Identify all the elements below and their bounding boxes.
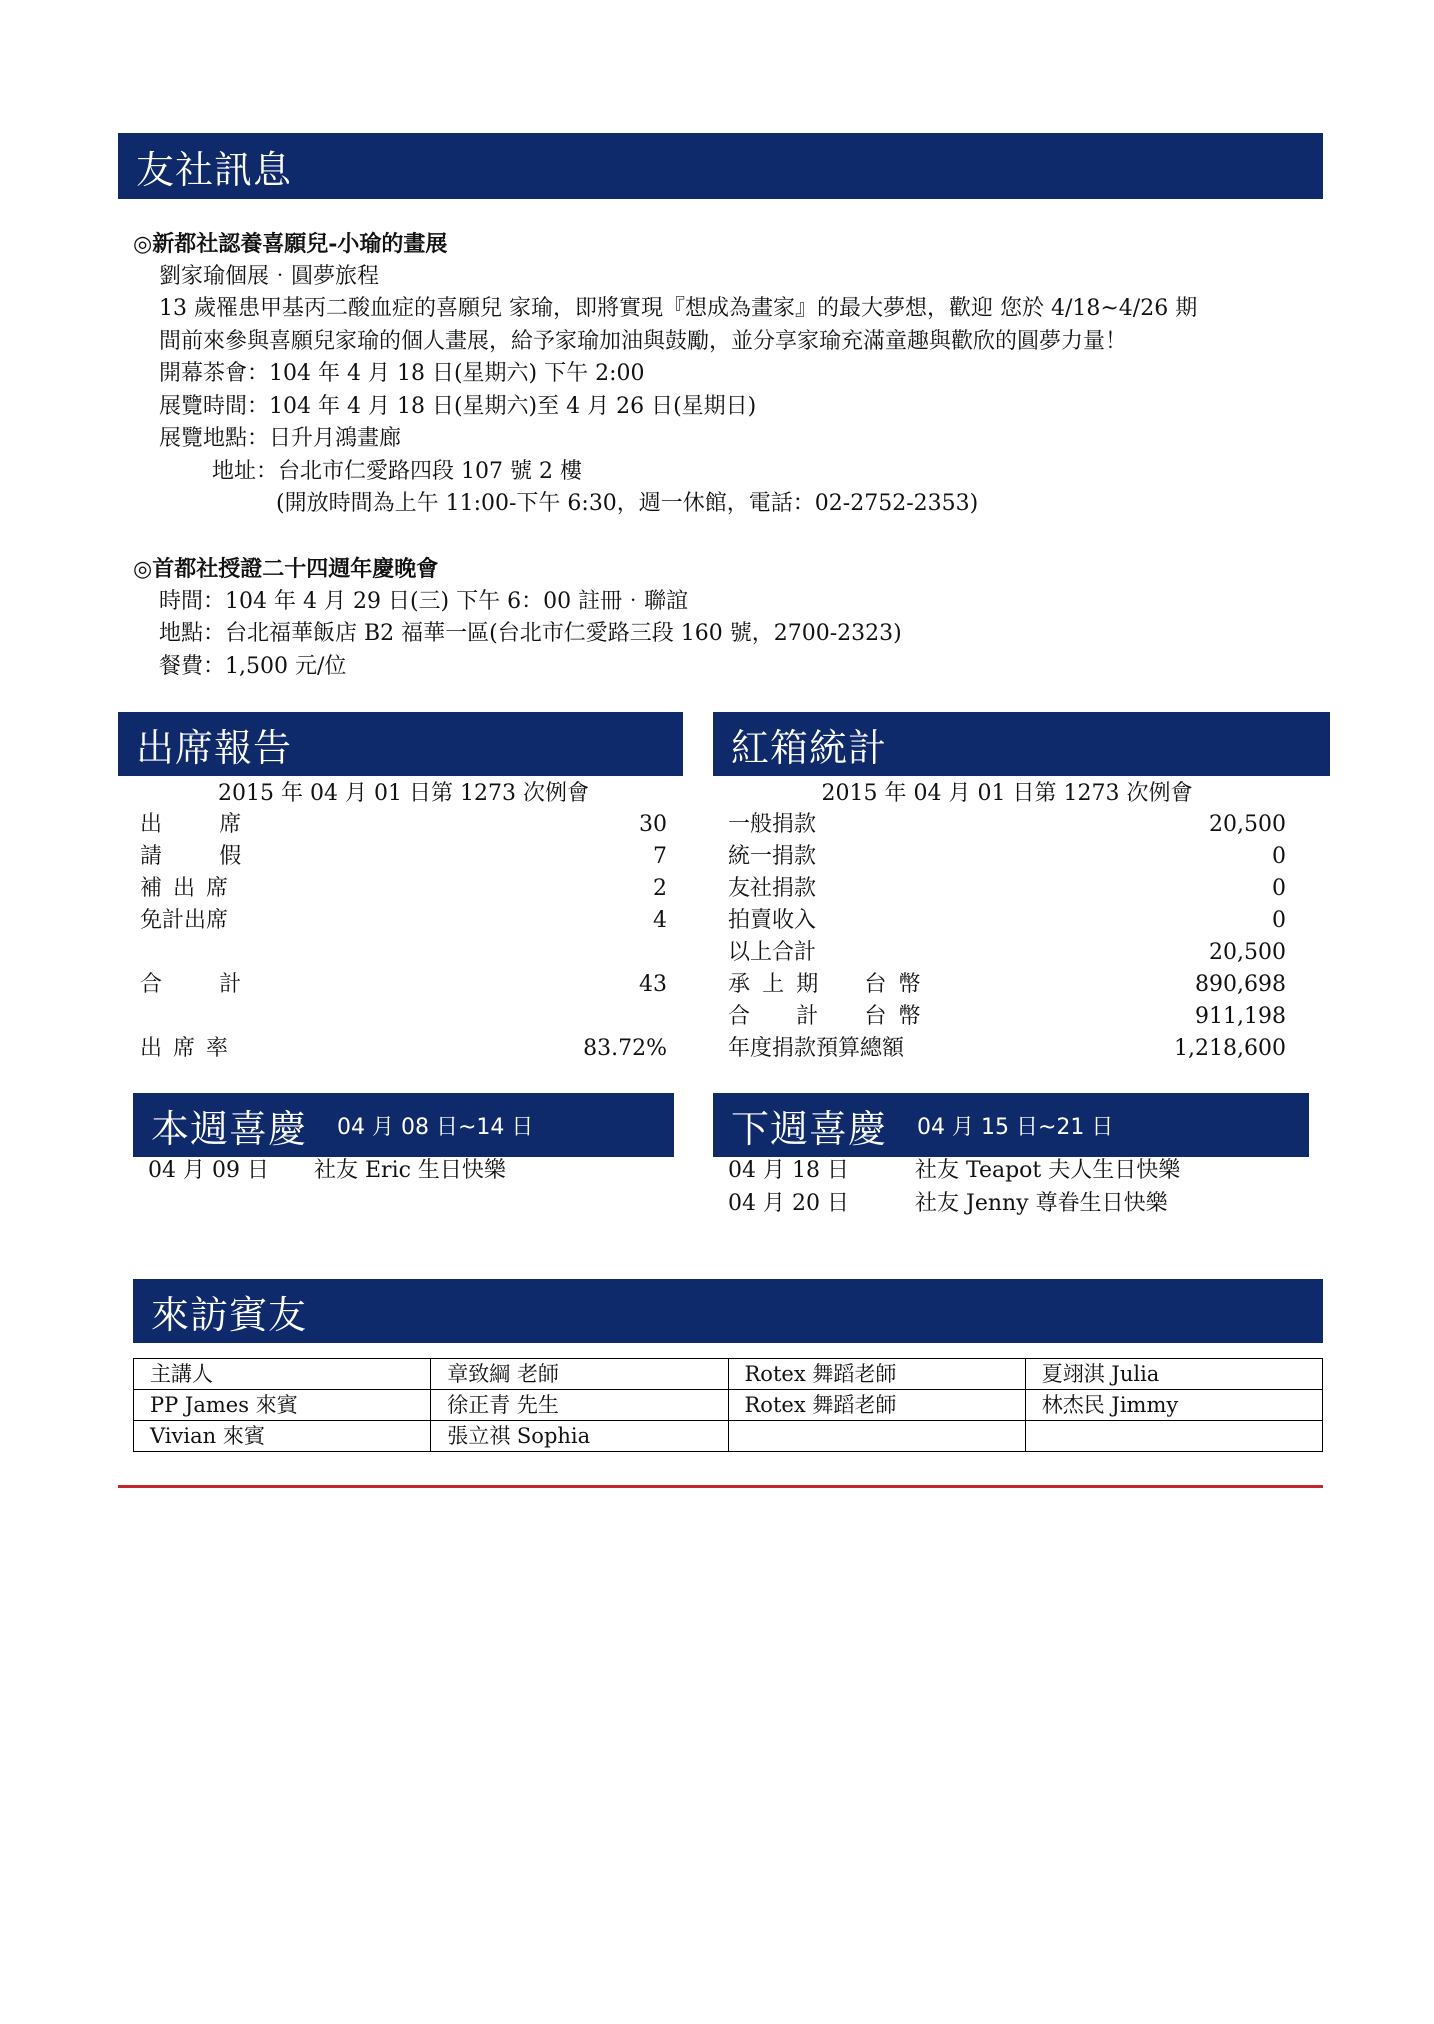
section-header-next-week (713, 1093, 1309, 1157)
list-item: 04 月 18 日 社友 Teapot 夫人生日快樂 (728, 1158, 1181, 1183)
table-cell (1025, 1421, 1322, 1452)
table-cell: 夏翊淇 Julia (1025, 1359, 1322, 1390)
friend-club-item-1 (133, 228, 1333, 521)
item-line: 餐費：1,500 元/位 (159, 653, 347, 679)
item-line: 13 歲罹患甲基丙二酸血症的喜願兒 家瑜，即將實現『想成為畫家』的最大夢想，歡迎 您於 4/18~4/26 期 (159, 296, 1198, 321)
bottom-divider (118, 1485, 1323, 1488)
report-caption: 2015 年 04 月 01 日第 1273 次例會 (821, 781, 1193, 806)
report-row: 出席 30 (140, 812, 667, 837)
item-line: 開幕茶會：104 年 4 月 18 日(星期六) 下午 2:00 (159, 361, 645, 386)
table-cell: Rotex 舞蹈老師 (728, 1390, 1025, 1421)
item-line: 展覽時間：104 年 4 月 18 日(星期六)至 4 月 26 日(星期日) (159, 393, 757, 419)
section-title: 本週喜慶 (151, 1106, 308, 1151)
table-cell (728, 1421, 1025, 1452)
next-week-list (728, 1155, 1308, 1220)
item-line: 地點：台北福華飯店 B2 福華一區(台北市仁愛路三段 160 號，2700-2323) (159, 621, 902, 646)
section-title: 友社訊息 (136, 147, 293, 192)
list-item: 04 月 09 日 社友 Eric 生日快樂 (148, 1158, 506, 1183)
table-cell: 章致綱 老師 (431, 1359, 728, 1390)
section-title: 紅箱統計 (731, 725, 888, 770)
section-title: 出席報告 (136, 725, 293, 770)
redbox-report (728, 778, 1286, 1065)
report-row: 統一捐款 0 (728, 844, 1286, 869)
section-header-this-week (133, 1093, 674, 1157)
report-row: 合計 43 (140, 972, 667, 997)
section-title: 來訪賓友 (151, 1292, 308, 1337)
report-row: 免計出席 4 (140, 908, 667, 933)
list-item: 04 月 20 日 社友 Jenny 尊眷生日快樂 (728, 1190, 1168, 1216)
report-row: 承上期 台幣 890,698 (728, 972, 1286, 997)
item-title: ◎首都社授證二十四週年慶晚會 (133, 556, 439, 582)
this-week-list (148, 1155, 668, 1188)
table-cell: PP James 來賓 (134, 1390, 431, 1421)
table-row (134, 1390, 1323, 1421)
item-line: 展覽地點：日升月鴻畫廊 (159, 426, 402, 451)
table-cell: 林杰民 Jimmy (1025, 1390, 1322, 1421)
item-line: 時間：104 年 4 月 29 日(三) 下午 6：00 註冊‧聯誼 (159, 588, 689, 614)
report-row: 拍賣收入 0 (728, 908, 1286, 933)
table-cell: Rotex 舞蹈老師 (728, 1359, 1025, 1390)
attendance-report (140, 778, 667, 1065)
table-cell: 張立祺 Sophia (431, 1421, 728, 1452)
item-line: 間前來參與喜願兒家瑜的個人畫展，給予家瑜加油與鼓勵，並分享家瑜充滿童趣與歡欣的圓夢力量！ (159, 328, 1128, 354)
friend-club-item-2 (133, 553, 1333, 683)
section-header-visitors (133, 1279, 1323, 1343)
report-caption: 2015 年 04 月 01 日第 1273 次例會 (218, 781, 589, 806)
report-row: 出席率 83.72% (140, 1036, 667, 1061)
table-cell: 徐正青 先生 (431, 1390, 728, 1421)
item-line: (開放時間為上午 11:00-下午 6:30，週一休館，電話：02-2752-2353) (276, 491, 979, 516)
table-row (134, 1359, 1323, 1390)
item-line: 劉家瑜個展‧圓夢旅程 (159, 263, 380, 289)
section-title: 下週喜慶 (731, 1106, 888, 1151)
date-range: 04 月 08 日~14 日 (337, 1114, 534, 1140)
date-range: 04 月 15 日~21 日 (917, 1114, 1114, 1140)
report-row: 一般捐款 20,500 (728, 812, 1286, 837)
report-row: 請假 7 (140, 844, 667, 869)
report-row: 以上合計 20,500 (728, 940, 1286, 965)
report-row: 友社捐款 0 (728, 876, 1286, 901)
visitors-table (133, 1358, 1323, 1452)
section-header-attendance (118, 712, 683, 776)
item-title: ◎新都社認養喜願兒-小瑜的畫展 (133, 231, 448, 257)
section-header-friend-club (118, 133, 1323, 199)
report-row: 合 計 台幣 911,198 (728, 1004, 1286, 1029)
table-cell: 主講人 (134, 1359, 431, 1390)
section-header-redbox (713, 712, 1330, 776)
item-line: 地址：台北市仁愛路四段 107 號 2 樓 (212, 458, 582, 484)
report-row: 年度捐款預算總額 1,218,600 (728, 1036, 1286, 1061)
table-cell: Vivian 來賓 (134, 1421, 431, 1452)
table-row (134, 1421, 1323, 1452)
report-row: 補出席 2 (140, 876, 667, 901)
